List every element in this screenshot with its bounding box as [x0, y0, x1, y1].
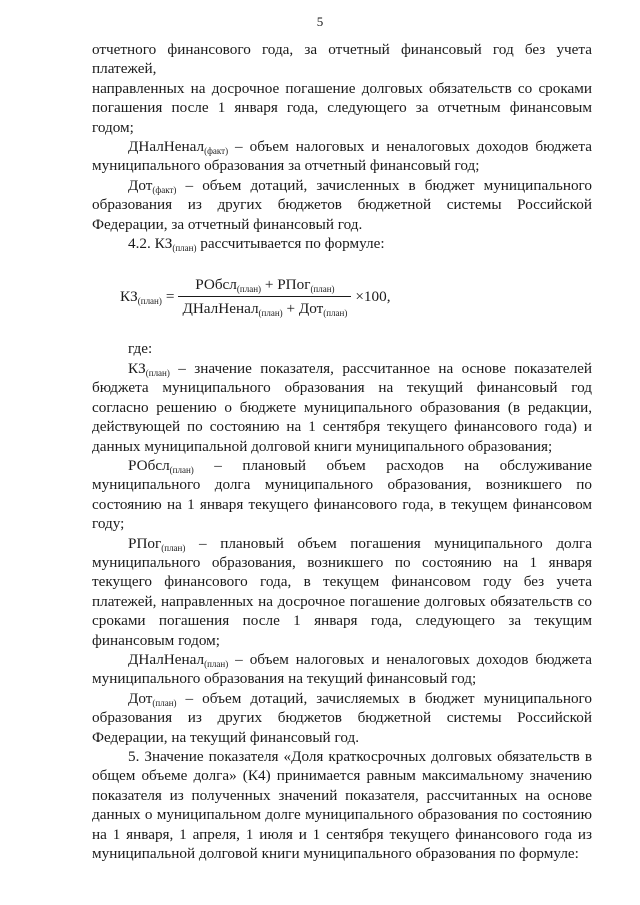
equals-sign: = [165, 287, 175, 305]
definition-text: – объем дотаций, зачисленных в бюджет муниципального образования из других бюджетов бюджетной системы Российской Федерации, за отчетный финансовый год. [92, 176, 592, 233]
definition-kz-plan [92, 359, 592, 456]
subscript: (план) [323, 307, 348, 318]
subscript: (план) [152, 697, 177, 708]
definition-dnalnenal-plan [92, 650, 592, 689]
definition-rpog-plan [92, 534, 592, 650]
subscript: (план) [236, 283, 262, 294]
symbol: РОбсл [128, 456, 170, 474]
definition-text: – плановый объем погашения муниципального долга муниципального образования, возникшего по состоянию на 1 января текущего финансового года, в текущем финансовом году без учета платежей, направленных на досрочное погашение долговых обязательств со сроками погашения после 1 января года, следующего за текущим финансовым годом; [92, 534, 592, 649]
definition-text: – плановый объем расходов на обслуживание муниципального долга муниципального образования, возникшего по состоянию на 1 января текущего финансового года, в текущем финансовом году; [92, 456, 592, 533]
definition-text: – объем налоговых и неналоговых доходов бюджета муниципального образования за отчетный финансовый год; [92, 138, 592, 175]
definition-robsl-plan [92, 456, 592, 534]
formula-lhs [120, 287, 162, 306]
subscript: (план) [172, 243, 197, 254]
where-label: где: [128, 340, 153, 358]
intro-line-3: погашения после 1 января года, следующего за отчетным финансовым годом; [92, 99, 592, 136]
symbol: КЗ [128, 359, 146, 377]
subscript: (план) [137, 295, 162, 306]
subscript: (факт) [204, 146, 229, 157]
definition-dnalnenal-fakt [92, 137, 592, 176]
symbol: ДНалНенал [128, 138, 205, 156]
definition-text: – объем налоговых и неналоговых доходов бюджета муниципального образования на текущий финансовый год; [92, 650, 592, 688]
subscript: (план) [169, 464, 194, 475]
symbol: Дот [128, 176, 153, 194]
definition-text: – объем дотаций, зачисляемых в бюджет муниципального образования из других бюджетов бюджетной системы Российской Федерации, на текущий финансовый год. [92, 689, 592, 746]
subscript: (факт) [152, 184, 177, 195]
term-dnalnenal: ДНалНенал [182, 299, 259, 317]
definition-dot-plan [92, 689, 592, 747]
formula-fraction [178, 275, 351, 319]
subscript: (план) [204, 658, 229, 669]
fraction-numerator [191, 275, 338, 296]
section-4-2-text: рассчитывается по формуле: [196, 235, 385, 253]
term-robsl: РОбсл [195, 275, 237, 293]
section-4-2-label: 4.2. КЗ [128, 235, 173, 253]
subscript: (план) [145, 367, 170, 378]
plus-sign: + [261, 275, 278, 293]
section-5-paragraph: 5. Значение показателя «Доля краткосрочных долговых обязательств в общем объеме долга» (К4) принимается равным максимальному значению показателя из полученных значений показателя, рассчитанных на основе данных о муниципальном долге муниципального образования по состоянию на 1 января, 1 апреля, 1 июля и 1 сентября текущего финансового года из муниципальной долговой книги муниципального образования по формуле: [92, 748, 592, 863]
subscript: (план) [161, 542, 186, 553]
intro-line-1: отчетного финансового года, за отчетный финансовый год без учета платежей, [92, 41, 592, 78]
formula-lhs-symbol: КЗ [120, 287, 138, 305]
document-body [92, 40, 592, 863]
term-dot: Дот [298, 299, 324, 317]
intro-line-2: направленных на досрочное погашение долговых обязательств со сроками [92, 79, 592, 97]
fraction-denominator [178, 296, 351, 318]
definition-dot-fakt [92, 176, 592, 234]
symbol: ДНалНенал [128, 650, 205, 668]
kz-formula [120, 263, 592, 329]
symbol: Дот [128, 689, 153, 707]
symbol: РПог [128, 534, 162, 552]
multiplier: ×100, [355, 287, 391, 305]
section-4-2-heading [92, 234, 592, 253]
subscript: (план) [258, 307, 283, 318]
page-number: 5 [316, 14, 324, 29]
subscript: (план) [310, 283, 335, 294]
term-rpog: РПог [277, 275, 311, 293]
plus-sign: + [282, 299, 299, 317]
definition-text: – значение показателя, рассчитанное на основе показателей бюджета муниципального образования на текущий финансовый год согласно решению о бюджете муниципального образования (в редакции, действующей по состоянию на 1 сентября текущего финансового года) и данных муниципальной долговой книги муниципального образования; [92, 359, 592, 455]
